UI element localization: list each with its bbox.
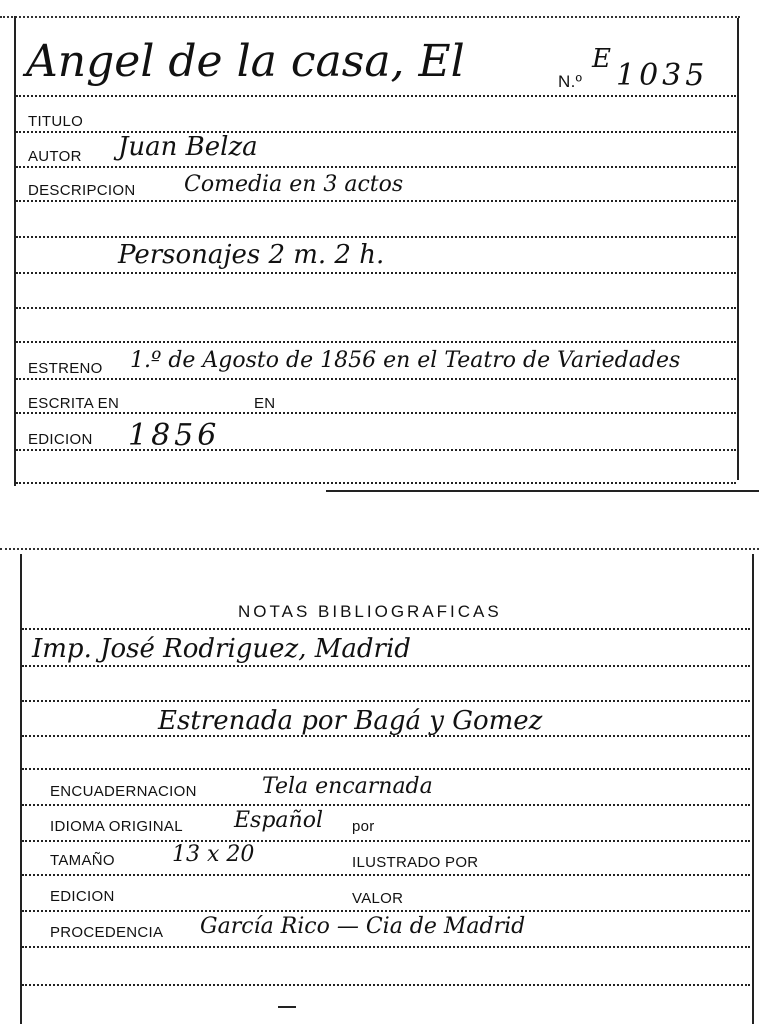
bottom-mark bbox=[278, 1006, 296, 1008]
en-label: EN bbox=[254, 395, 276, 412]
encuadernacion-label: ENCUADERNACION bbox=[50, 783, 197, 800]
card-back-left-edge bbox=[20, 554, 22, 1024]
back-rule-6 bbox=[22, 804, 750, 806]
back-edicion-label: EDICION bbox=[50, 888, 115, 905]
card-left-edge bbox=[14, 16, 16, 486]
back-rule-7 bbox=[22, 840, 750, 842]
catalog-card-front bbox=[0, 0, 759, 500]
notes-line-2: Estrenada por Bagá y Gomez bbox=[158, 706, 543, 736]
procedencia-label: PROCEDENCIA bbox=[50, 924, 164, 941]
edicion-value: 1856 bbox=[128, 418, 221, 453]
rule-blank-1 bbox=[16, 236, 736, 238]
rule-personajes bbox=[16, 272, 736, 274]
rule-escrita bbox=[16, 412, 736, 414]
ilustrado-label: ILUSTRADO POR bbox=[352, 854, 479, 871]
back-rule-8 bbox=[22, 874, 750, 876]
card-right-edge bbox=[737, 18, 739, 480]
rule-edicion bbox=[16, 449, 736, 451]
back-rule-11 bbox=[22, 984, 750, 986]
title-value: Angel de la casa, El bbox=[26, 36, 465, 87]
idioma-value: Español bbox=[234, 808, 323, 833]
valor-label: VALOR bbox=[352, 890, 404, 907]
descripcion-value: Comedia en 3 actos bbox=[184, 172, 404, 197]
titulo-label: TITULO bbox=[28, 113, 84, 130]
card-back-right-edge bbox=[752, 554, 754, 1024]
tamano-value: 13 x 20 bbox=[172, 842, 255, 867]
catalog-card-back bbox=[0, 540, 759, 1028]
procedencia-value: García Rico — Cia de Madrid bbox=[200, 914, 526, 939]
back-rule-1 bbox=[22, 628, 750, 630]
rule-blank-3 bbox=[16, 341, 736, 343]
encuadernacion-value: Tela encarnada bbox=[262, 774, 433, 799]
rule-blank-2 bbox=[16, 307, 736, 309]
notes-line-1: Imp. José Rodriguez, Madrid bbox=[32, 634, 411, 664]
number-value: 1035 bbox=[616, 58, 709, 93]
back-rule-9 bbox=[22, 910, 750, 912]
card-top-edge bbox=[0, 16, 740, 18]
rule-descripcion bbox=[16, 200, 736, 202]
back-rule-10 bbox=[22, 946, 750, 948]
notes-heading: NOTAS BIBLIOGRAFICAS bbox=[238, 602, 502, 621]
estreno-label: ESTRENO bbox=[28, 360, 103, 377]
back-rule-2 bbox=[22, 665, 750, 667]
rule-bottom bbox=[16, 482, 736, 484]
back-rule-3 bbox=[22, 700, 750, 702]
back-rule-5 bbox=[22, 768, 750, 770]
estreno-value: 1.º de Agosto de 1856 en el Teatro de Variedades bbox=[130, 348, 681, 373]
card-back-top-edge bbox=[0, 548, 759, 550]
rule-autor bbox=[16, 166, 736, 168]
autor-value: Juan Belza bbox=[118, 132, 258, 162]
edicion-label: EDICION bbox=[28, 431, 93, 448]
tamano-label: TAMAÑO bbox=[50, 852, 115, 869]
escrita-en-label: ESCRITA EN bbox=[28, 395, 120, 412]
idioma-label: IDIOMA ORIGINAL bbox=[50, 818, 183, 835]
por-label: por bbox=[352, 818, 375, 835]
rule-estreno bbox=[16, 378, 736, 380]
rule-title bbox=[16, 95, 736, 97]
card-bottom-edge bbox=[326, 490, 759, 492]
personajes-value: Personajes 2 m. 2 h. bbox=[118, 240, 385, 270]
autor-label: AUTOR bbox=[28, 148, 82, 165]
descripcion-label: DESCRIPCION bbox=[28, 182, 136, 199]
number-prefix: E bbox=[592, 44, 611, 74]
number-label: N.º bbox=[558, 72, 583, 91]
